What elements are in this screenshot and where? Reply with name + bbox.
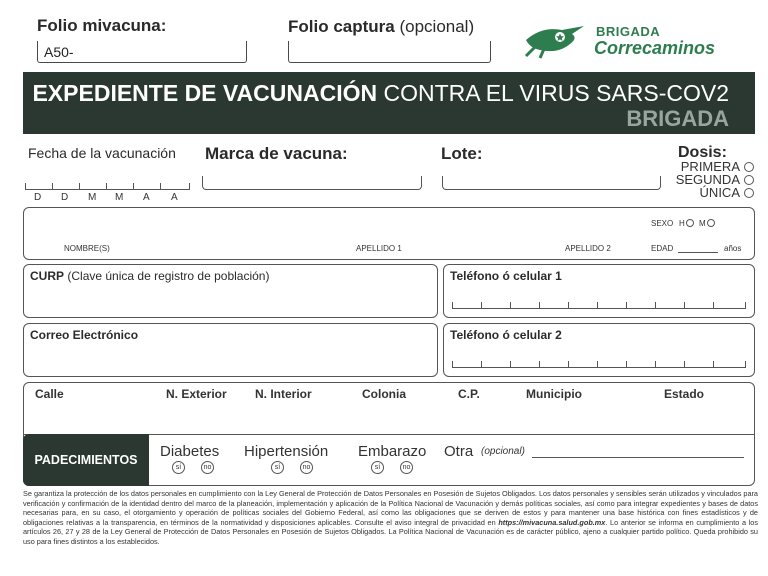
embarazo-label: Embarazo (358, 443, 427, 460)
dosis-segunda[interactable]: SEGUNDA (660, 173, 754, 186)
diabetes-label: Diabetes (160, 443, 220, 460)
dosis-primera[interactable]: PRIMERA (660, 160, 754, 173)
marca-field[interactable] (202, 176, 422, 190)
colonia-label: Colonia (362, 387, 406, 401)
interior-label: N. Interior (255, 387, 312, 401)
radio-segunda[interactable] (744, 175, 754, 185)
folio-captura-label: Folio captura (opcional) (288, 17, 475, 36)
marca-label: Marca de vacuna: (205, 144, 348, 163)
logo-line2: Correcaminos (594, 38, 716, 58)
banner-title: EXPEDIENTE DE VACUNACIÓN CONTRA EL VIRUS SARS-COV2 (32, 80, 729, 106)
fecha-field[interactable] (25, 182, 190, 190)
edad-label: EDAD (651, 244, 674, 253)
calle-label: Calle (35, 387, 64, 401)
embarazo-no[interactable]: no (400, 461, 413, 474)
cp-label: C.P. (458, 387, 480, 401)
otra-label: Otra (444, 443, 474, 460)
embarazo-si[interactable]: sí (371, 461, 384, 474)
edad-field[interactable] (678, 252, 718, 253)
logo-line1: BRIGADA (596, 24, 661, 39)
legal-notice: Se garantiza la protección de los datos personales en cumplimiento con la Ley General de Protección de Datos Personales en Posesión de Sujetos Obligados. Los datos personales y sensibles serán utilizados y vinculados para verificación y confirmación de la identidad dentro del marco de la planeación, implementación y aplicación de la Política Nacional de Vacunación y demás políticas sociales, así como para integrar expedientes y bases de datos necesarias para, en su caso, el otorgamiento y operación de políticas sociales del Gobierno Federal, así como las obligaciones que se deriven de estos y para mantener una base histórica con fines estadísticos y de obligaciones relativas a la transparencia, en términos de la normatividad y disposiciones aplicables. Consulte el aviso integral de privacidad en https://mivacuna.salud.gob.mx. Lo anterior se informa en cumplimiento a los artículos 26, 27 y 28 de la Ley General de Protección de Datos Personales en Posesión de Sujetos Obligados. La Política Nacional de Vacunación es de carácter público, ajeno a cualquier partido político. Queda prohibido su uso para fines distintos a los establecidos. (23, 489, 758, 546)
apellido2-label: APELLIDO 2 (565, 244, 611, 253)
estado-label: Estado (664, 387, 705, 401)
diabetes-si[interactable]: sí (172, 461, 185, 474)
curp-label: CURP (Clave única de registro de población) (30, 269, 270, 283)
lote-field[interactable] (442, 176, 661, 190)
folio-captura-field[interactable] (288, 41, 491, 63)
hipertension-no[interactable]: no (300, 461, 313, 474)
folio-mivacuna-value: A50- (44, 44, 74, 60)
telefono1-segments (452, 299, 746, 309)
person-box[interactable] (23, 207, 755, 260)
correo-box[interactable] (23, 323, 438, 377)
roadrunner-logo-icon (522, 20, 592, 60)
sexo-m-radio[interactable] (707, 219, 715, 227)
sexo-label: SEXO (651, 219, 674, 228)
fecha-label: Fecha de la vacunación (28, 145, 176, 161)
otra-field[interactable] (532, 457, 744, 458)
sexo-h-radio[interactable] (686, 219, 694, 227)
municipio-label: Municipio (526, 387, 582, 401)
hipertension-label: Hipertensión (244, 443, 329, 460)
dosis-options (660, 160, 754, 199)
folio-mivacuna-label: Folio mivacuna: (37, 16, 167, 35)
hipertension-si[interactable]: sí (271, 461, 284, 474)
telefono2-box[interactable] (443, 323, 755, 377)
banner-subtitle: BRIGADA (626, 106, 729, 131)
apellido1-label: APELLIDO 1 (356, 244, 402, 253)
date-format-letters: D D M M A A (34, 192, 178, 203)
folio-mivacuna-field[interactable] (37, 41, 247, 63)
lote-label: Lote: (441, 144, 483, 163)
dosis-unica[interactable]: ÚNICA (660, 186, 754, 199)
telefono1-label: Teléfono ó celular 1 (450, 269, 562, 283)
diabetes-no[interactable]: no (201, 461, 214, 474)
telefono2-label: Teléfono ó celular 2 (450, 328, 562, 342)
radio-primera[interactable] (744, 162, 754, 172)
curp-box[interactable] (23, 264, 438, 318)
exterior-label: N. Exterior (166, 387, 227, 401)
anos-label: años (724, 244, 742, 253)
correo-label: Correo Electrónico (30, 328, 139, 342)
privacy-link[interactable]: https://mivacuna.salud.gob.mx (498, 517, 606, 527)
brigada-logo (522, 20, 592, 60)
sexo-m-label: M (699, 219, 706, 228)
dosis-label: Dosis: (678, 144, 727, 161)
sexo-h-label: H (679, 219, 685, 228)
nombre-label: NOMBRE(S) (64, 244, 110, 253)
telefono2-segments (452, 358, 746, 368)
telefono1-box[interactable] (443, 264, 755, 318)
otra-optional: (opcional) (481, 446, 525, 457)
title-banner (23, 72, 755, 134)
padecimientos-label: PADECIMIENTOS (23, 434, 149, 486)
radio-unica[interactable] (744, 188, 754, 198)
